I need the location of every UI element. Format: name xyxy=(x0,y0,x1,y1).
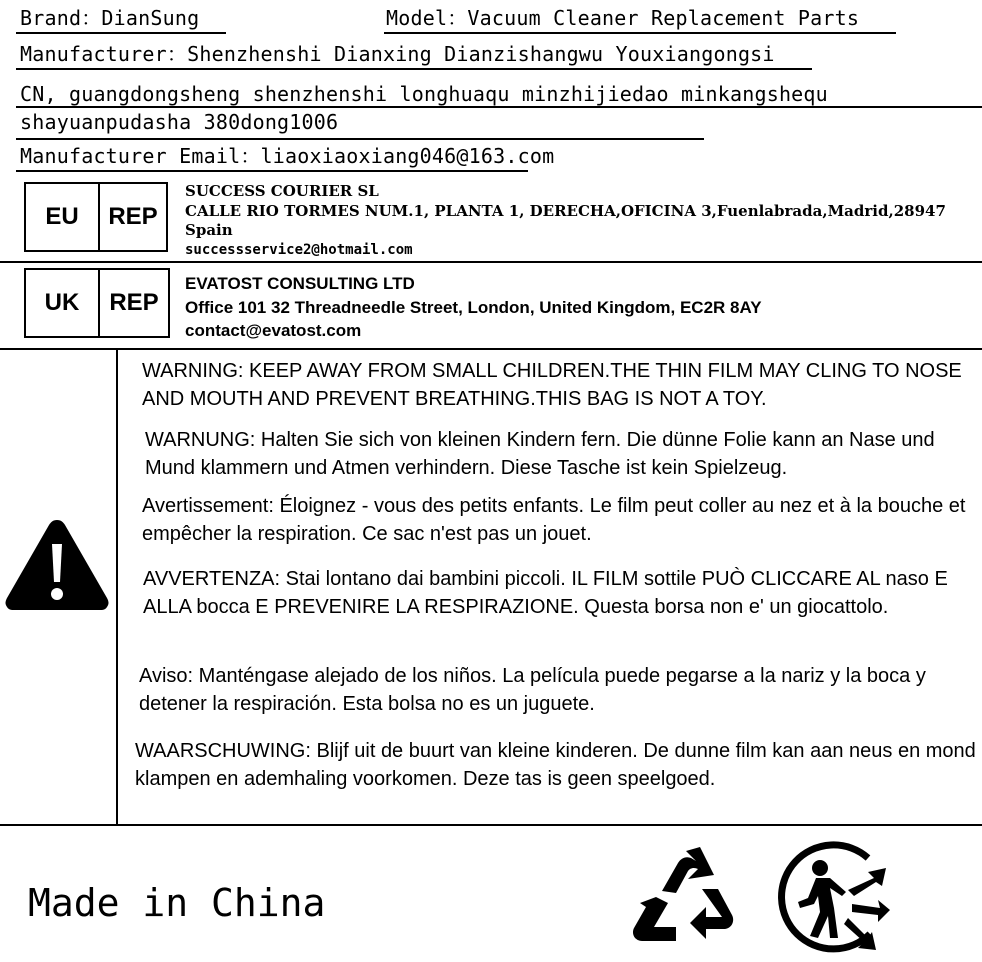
divider xyxy=(16,106,982,108)
address-line-1: CN, guangdongsheng shenzhenshi longhuaqu minzhijiedao minkangshequ xyxy=(20,82,828,106)
eu-rep-logo xyxy=(24,182,168,252)
warning-fr: Avertissement: Éloignez - vous des petits enfants. Le film peut coller au nez et à la bouche et empêcher la respiration. Ce sac n'est pas un jouet. xyxy=(142,495,966,545)
divider xyxy=(0,348,982,350)
warning-de: WARNUNG: Halten Sie sich von kleinen Kindern fern. Die dünne Folie kann an Nase und Mund klammern und Atmen verhindern. Diese Tasche ist kein Spielzeug. xyxy=(145,429,935,479)
warning-en: WARNING: KEEP AWAY FROM SMALL CHILDREN.THE THIN FILM MAY CLING TO NOSE AND MOUTH AND PREVENT BREATHING.THIS BAG IS NOT A TOY. xyxy=(142,360,962,410)
divider xyxy=(16,170,528,172)
vertical-divider xyxy=(116,350,118,825)
manufacturer-email: Manufacturer Email：liaoxiaoxiang046@163.com xyxy=(20,144,555,168)
eu-rep-logo-left: EU xyxy=(26,184,100,250)
warning-triangle-icon xyxy=(3,516,111,612)
eu-rep-email: successservice2@hotmail.com xyxy=(185,242,413,258)
divider xyxy=(0,824,982,826)
uk-rep-company: EVATOST CONSULTING LTD xyxy=(185,274,415,293)
address-line-2: shayuanpudasha 380dong1006 xyxy=(20,110,339,134)
manufacturer-text: Manufacturer：Shenzhenshi Dianxing Dianzishangwu Youxiangongsi xyxy=(20,42,775,66)
triman-icon xyxy=(774,838,890,954)
model-text: Model：Vacuum Cleaner Replacement Parts xyxy=(386,6,860,30)
uk-rep-logo xyxy=(24,268,170,338)
eu-rep-logo-right: REP xyxy=(108,203,158,230)
eu-rep-country: Spain xyxy=(185,221,233,239)
eu-rep-company: SUCCESS COURIER SL xyxy=(185,182,379,200)
warning-nl: WAARSCHUWING: Blijf uit de buurt van kleine kinderen. De dunne film kan aan neus en mond klampen en ademhaling voorkomen. Deze tas is geen speelgoed. xyxy=(135,740,976,790)
warning-es: Aviso: Manténgase alejado de los niños. La película puede pegarse a la nariz y la boca y detener la respiración. Esta bolsa no es un juguete. xyxy=(139,665,926,715)
divider xyxy=(16,32,226,34)
eu-rep-address: CALLE RIO TORMES NUM.1, PLANTA 1, DERECHA,OFICINA 3,Fuenlabrada,Madrid,28947 xyxy=(185,202,946,220)
warning-it: AVVERTENZA: Stai lontano dai bambini piccoli. IL FILM sottile PUÒ CLICCARE AL naso E ALLA bocca E PREVENIRE LA RESPIRAZIONE. Questa borsa non e' un giocattolo. xyxy=(143,568,948,618)
divider xyxy=(16,68,812,70)
divider xyxy=(16,138,704,140)
recycle-icon xyxy=(628,845,740,951)
uk-rep-logo-left: UK xyxy=(26,270,100,336)
divider xyxy=(0,261,982,263)
uk-rep-logo-right: REP xyxy=(109,289,159,316)
uk-rep-email: contact@evatost.com xyxy=(185,321,362,340)
uk-rep-address: Office 101 32 Threadneedle Street, London, United Kingdom, EC2R 8AY xyxy=(185,298,762,317)
made-in-china: Made in China xyxy=(28,881,326,925)
brand-text: Brand：DianSung xyxy=(20,6,200,30)
divider xyxy=(384,32,896,34)
